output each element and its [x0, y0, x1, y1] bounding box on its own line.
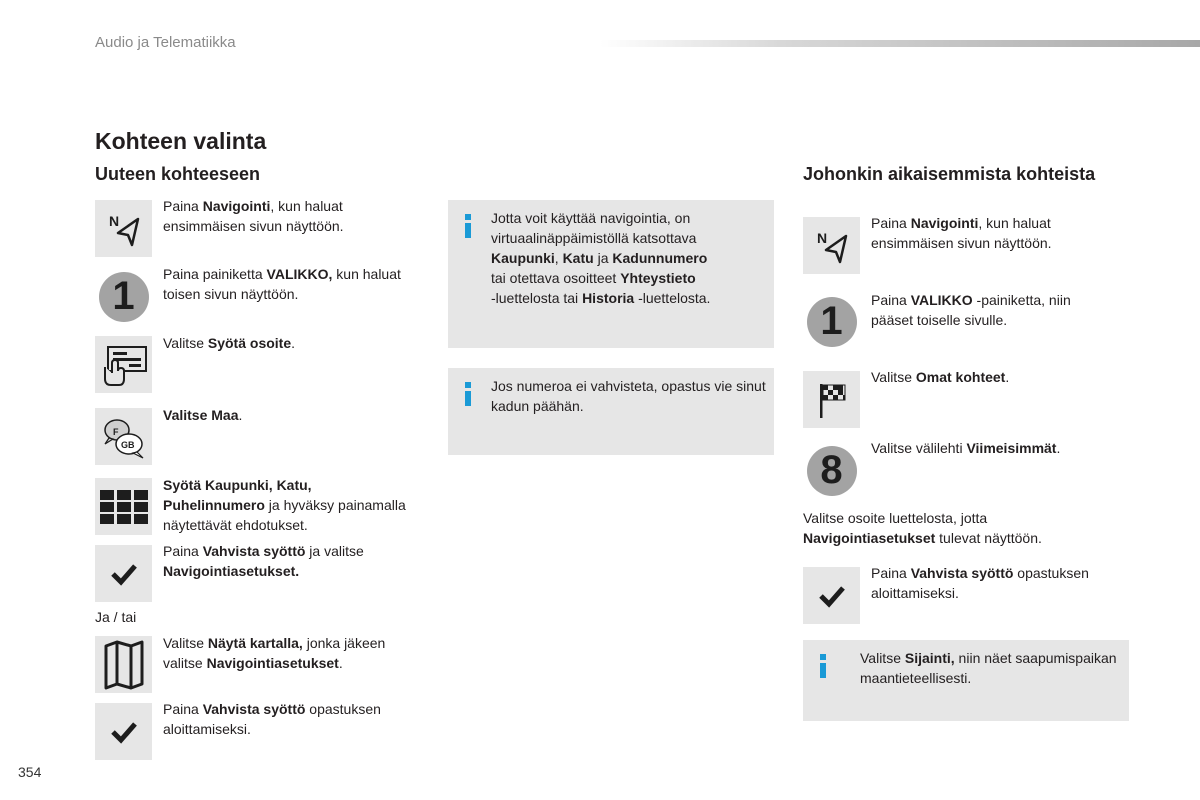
or-text: Ja / tai — [95, 609, 137, 625]
step-number-1 — [95, 268, 152, 325]
page-number: 354 — [18, 764, 42, 780]
svg-text:N: N — [108, 212, 119, 229]
svg-text:N: N — [816, 229, 827, 246]
right-step-4-text: Valitse välilehti Viimeisimmät. — [871, 440, 1061, 456]
country-icon — [95, 408, 152, 465]
country-code-bottom: GB — [120, 439, 134, 450]
check-icon — [95, 545, 152, 602]
info-icon — [464, 382, 472, 406]
step-number-1 — [803, 293, 860, 350]
info-icon — [464, 214, 472, 238]
number-badge: 8 — [807, 446, 857, 496]
info-box-location — [803, 640, 1129, 721]
map-icon — [95, 636, 152, 693]
page-title: Kohteen valinta — [95, 128, 267, 154]
left-step-8-text: Paina Vahvista syöttö opastuksen aloittamiseksi. — [163, 701, 381, 737]
check-icon — [95, 703, 152, 760]
number-badge: 1 — [99, 272, 149, 322]
number-badge: 1 — [807, 297, 857, 347]
step-number-8 — [803, 442, 860, 499]
check-icon — [803, 567, 860, 624]
navigation-icon — [803, 217, 860, 274]
left-step-2-text: Paina painiketta VALIKKO, kun haluat toisen sivun näyttöön. — [163, 266, 401, 302]
right-step-5-text: Paina Vahvista syöttö opastuksen aloittamiseksi. — [871, 565, 1089, 601]
left-heading: Uuteen kohteeseen — [95, 164, 261, 184]
left-step-7-text: Valitse Näytä kartalla, jonka jäkeen valitse Navigointiasetukset. — [163, 635, 386, 671]
right-step-2-text: Paina VALIKKO -painiketta, niin pääset toiselle sivulle. — [871, 292, 1071, 328]
address-entry-icon — [95, 336, 152, 393]
header-gradient-bar — [600, 40, 1200, 47]
info-box-keyboard-text: Jotta voit käyttää navigointia, on virtuaalinäppäimistöllä katsottava Kaupunki, Katu ja Kadunnumero tai otettava osoitteet Yhteystieto -luettelosta tai Historia -luettelosta. — [491, 210, 711, 306]
left-step-5-text: Syötä Kaupunki, Katu, Puhelinnumero ja hyväksy painamalla näytettävät ehdotukset. — [163, 477, 406, 533]
info-box-location-text: Valitse Sijainti, niin näet saapumispaikan maantieteellisesti. — [860, 650, 1117, 686]
info-box-number — [448, 368, 774, 455]
right-step-3-text: Valitse Omat kohteet. — [871, 369, 1010, 385]
left-step-1-text: Paina Navigointi, kun haluat ensimmäisen sivun näyttöön. — [163, 198, 344, 234]
info-icon — [819, 654, 827, 678]
country-code-top: F — [112, 426, 118, 437]
left-step-3-text: Valitse Syötä osoite. — [163, 335, 296, 351]
flag-icon — [803, 371, 860, 428]
right-step-1-text: Paina Navigointi, kun haluat ensimmäisen sivun näyttöön. — [871, 215, 1052, 251]
right-heading: Johonkin aikaisemmista kohteista — [803, 164, 1096, 184]
info-box-number-text: Jos numeroa ei vahvisteta, opastus vie sinut kadun päähän. — [491, 378, 766, 414]
navigation-icon — [95, 200, 152, 257]
left-step-4-text: Valitse Maa. — [163, 407, 243, 423]
left-step-6-text: Paina Vahvista syöttö ja valitse Navigointiasetukset. — [163, 543, 364, 579]
right-free-text: Valitse osoite luettelosta, jotta Navigointiasetukset tulevat näyttöön. — [803, 510, 1042, 546]
section-header: Audio ja Telematiikka — [95, 34, 236, 51]
keyboard-icon — [95, 478, 152, 535]
info-box-keyboard — [448, 200, 774, 348]
